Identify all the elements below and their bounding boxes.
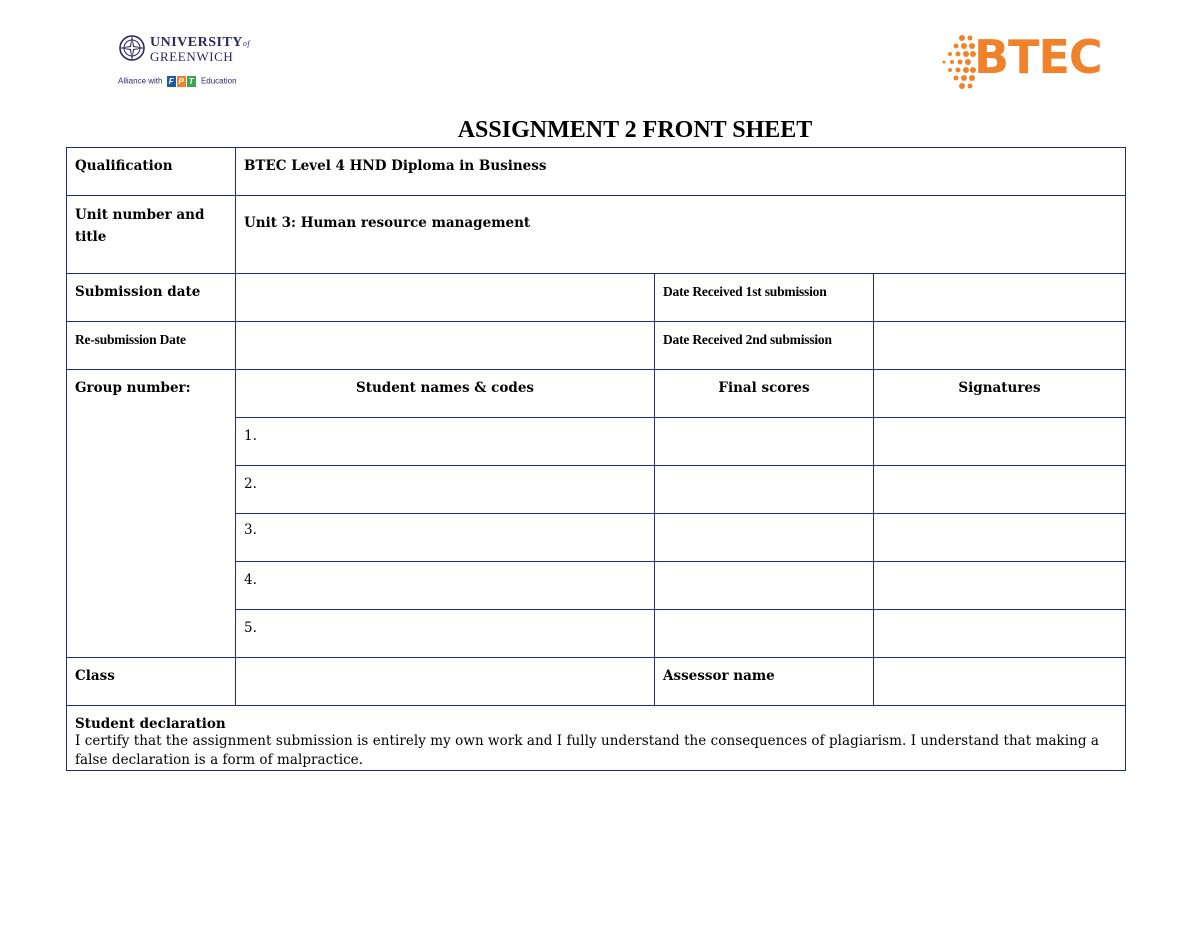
date-received-2nd-value[interactable] xyxy=(874,322,1126,370)
of-word: of xyxy=(242,39,251,48)
compass-emblem-icon xyxy=(118,34,146,62)
signature-5[interactable] xyxy=(874,610,1126,658)
signatures-header: Signatures xyxy=(874,370,1126,418)
final-score-5[interactable] xyxy=(655,610,874,658)
final-score-1[interactable] xyxy=(655,418,874,466)
final-score-4[interactable] xyxy=(655,562,874,610)
qualification-row xyxy=(67,148,1126,196)
alliance-prefix: Alliance with xyxy=(118,76,163,86)
fpt-logo xyxy=(167,76,197,87)
final-scores-header: Final scores xyxy=(655,370,874,418)
final-score-2[interactable] xyxy=(655,466,874,514)
group-header-row xyxy=(67,370,1126,418)
signature-2[interactable] xyxy=(874,466,1126,514)
front-sheet-table xyxy=(66,147,1126,771)
assessor-name-label: Assessor name xyxy=(655,658,874,706)
submission-date-value[interactable] xyxy=(236,274,655,322)
submission-row xyxy=(67,274,1126,322)
student-name-3[interactable]: 3. xyxy=(236,514,655,562)
signature-4[interactable] xyxy=(874,562,1126,610)
submission-date-label: Submission date xyxy=(67,274,236,322)
alliance-suffix: Education xyxy=(200,76,237,86)
student-name-2[interactable]: 2. xyxy=(236,466,655,514)
class-label: Class xyxy=(67,658,236,706)
student-name-1[interactable]: 1. xyxy=(236,418,655,466)
student-names-header: Student names & codes xyxy=(236,370,655,418)
signature-3[interactable] xyxy=(874,514,1126,562)
fpt-letter-p: P xyxy=(178,77,184,86)
student-declaration xyxy=(67,706,1126,771)
fpt-letter-t: T xyxy=(187,76,196,87)
date-received-2nd-label: Date Received 2nd submission xyxy=(655,322,874,370)
qualification-label: Qualification xyxy=(67,148,236,196)
unit-value: Unit 3: Human resource management xyxy=(236,196,1126,274)
student-name-4[interactable]: 4. xyxy=(236,562,655,610)
declaration-text: I certify that the assignment submission is entirely my own work and I fully understand the consequences of plagiarism. I understand that making a false declaration is a form of malpractice. xyxy=(75,733,1100,768)
unit-label-line2: title xyxy=(75,229,107,245)
fpt-letter-f: F xyxy=(167,76,176,87)
declaration-row xyxy=(67,706,1126,771)
btec-dots-icon xyxy=(936,34,976,90)
resubmission-date-label: Re-submission Date xyxy=(67,322,236,370)
greenwich-word: GREENWICH xyxy=(150,49,234,64)
qualification-value: BTEC Level 4 HND Diploma in Business xyxy=(236,148,1126,196)
student-name-5[interactable]: 5. xyxy=(236,610,655,658)
date-received-1st-label: Date Received 1st submission xyxy=(655,274,874,322)
final-score-3[interactable] xyxy=(655,514,874,562)
signature-1[interactable] xyxy=(874,418,1126,466)
unit-row xyxy=(67,196,1126,274)
alliance-with-fpt xyxy=(118,76,237,87)
class-row xyxy=(67,658,1126,706)
btec-logo xyxy=(936,30,1121,90)
university-of-greenwich-logo xyxy=(118,32,258,94)
btec-wordmark: BTEC xyxy=(974,30,1102,84)
resubmission-row xyxy=(67,322,1126,370)
assessor-name-value[interactable] xyxy=(874,658,1126,706)
unit-label xyxy=(67,196,236,274)
page-title: ASSIGNMENT 2 FRONT SHEET xyxy=(457,117,813,143)
resubmission-date-value[interactable] xyxy=(236,322,655,370)
unit-label-line1: Unit number and xyxy=(75,207,205,223)
declaration-heading: Student declaration xyxy=(75,716,226,732)
university-word: UNIVERSITY xyxy=(150,35,243,50)
date-received-1st-value[interactable] xyxy=(874,274,1126,322)
group-number-label: Group number: xyxy=(67,370,236,658)
class-value[interactable] xyxy=(236,658,655,706)
